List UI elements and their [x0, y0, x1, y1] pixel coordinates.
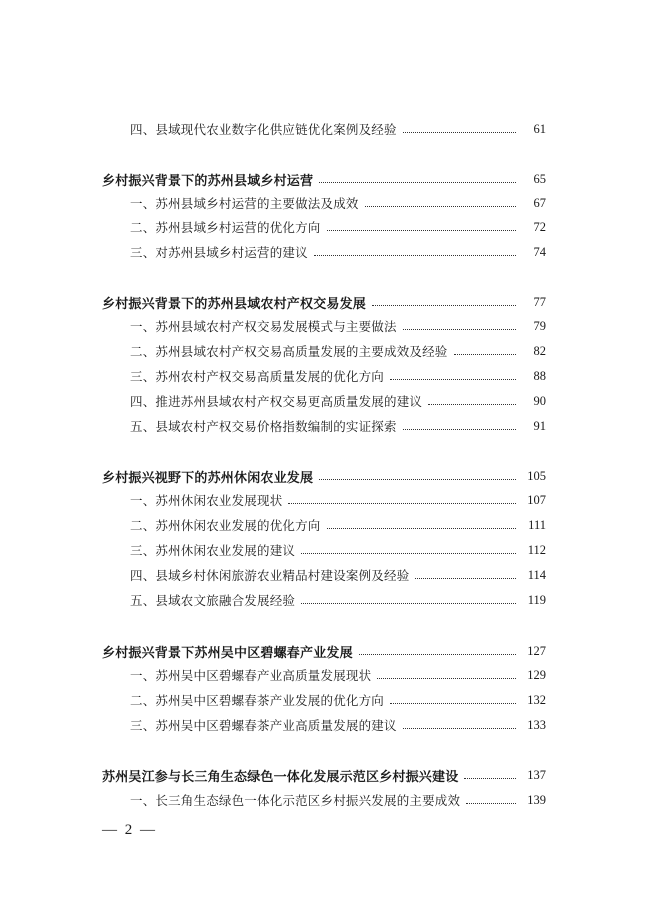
toc-entry-title: 一、苏州县域农村产权交易发展模式与主要做法 [130, 319, 397, 334]
toc-entry-title: 四、县域现代农业数字化供应链优化案例及经验 [130, 122, 397, 137]
toc-section-entry [0, 764, 647, 786]
toc-entry-title: 一、苏州吴中区碧螺春产业高质量发展现状 [130, 668, 372, 683]
toc-dot-leader [327, 229, 516, 231]
toc-entry-page-number: 111 [528, 517, 546, 532]
toc-dot-leader [464, 777, 516, 779]
toc-dot-leader [377, 677, 516, 679]
toc-subsection-entry [0, 216, 647, 238]
toc-section-entry [0, 168, 647, 190]
toc-dot-leader [428, 403, 516, 405]
toc-subsection-entry [0, 539, 647, 561]
toc-dot-leader [301, 552, 516, 554]
toc-entry-page-number: 129 [527, 667, 546, 682]
toc-entry-title: 苏州吴江参与长三角生态绿色一体化发展示范区乡村振兴建设 [102, 769, 459, 785]
toc-entry-title: 五、县域农文旅融合发展经验 [130, 593, 296, 608]
toc-entry-page-number: 90 [533, 393, 546, 408]
toc-entry-page-number: 88 [533, 368, 546, 383]
toc-entry-page-number: 82 [533, 343, 546, 358]
toc-entry-title: 乡村振兴背景下苏州吴中区碧螺春产业发展 [102, 645, 353, 661]
toc-entry-title: 三、苏州农村产权交易高质量发展的优化方向 [130, 369, 385, 384]
page-footer-number: — 2 — [102, 822, 157, 838]
toc-entry-page-number: 132 [527, 692, 546, 707]
toc-subsection-entry [0, 589, 647, 611]
toc-entry-page-number: 127 [527, 643, 546, 658]
toc-section-entry [0, 640, 647, 662]
toc-entry-page-number: 137 [527, 767, 546, 782]
toc-entry-title: 二、苏州县域乡村运营的优化方向 [130, 220, 321, 235]
toc-dot-leader [390, 378, 516, 380]
toc-subsection-entry [0, 315, 647, 337]
toc-dot-leader [403, 727, 516, 729]
toc-entry-title: 三、苏州吴中区碧螺春茶产业高质量发展的建议 [130, 718, 397, 733]
toc-entry-title: 二、苏州县域农村产权交易高质量发展的主要成效及经验 [130, 344, 448, 359]
toc-entry-page-number: 139 [527, 792, 546, 807]
toc-subsection-entry [0, 689, 647, 711]
toc-entry-page-number: 105 [527, 468, 546, 483]
toc-dot-leader [301, 602, 516, 604]
toc-entry-title: 五、县域农村产权交易价格指数编制的实证探索 [130, 419, 397, 434]
toc-subsection-entry [0, 415, 647, 437]
toc-subsection-entry [0, 192, 647, 214]
toc-entry-title: 三、对苏州县域乡村运营的建议 [130, 245, 308, 260]
toc-entry-page-number: 65 [533, 171, 546, 186]
toc-entry-title: 乡村振兴视野下的苏州休闲农业发展 [102, 470, 314, 486]
toc-subsection-entry [0, 340, 647, 362]
toc-entry-title: 二、苏州休闲农业发展的优化方向 [130, 518, 321, 533]
toc-dot-leader [403, 328, 516, 330]
toc-dot-leader [403, 131, 516, 133]
toc-entry-page-number: 72 [533, 219, 546, 234]
toc-entry-page-number: 112 [527, 542, 546, 557]
toc-subsection-entry [0, 789, 647, 811]
toc-entry-page-number: 74 [533, 244, 546, 259]
toc-dot-leader [415, 577, 516, 579]
toc-entry-page-number: 77 [533, 294, 546, 309]
toc-subsection-entry [0, 514, 647, 536]
toc-entry-page-number: 107 [527, 492, 546, 507]
toc-dot-leader [319, 478, 516, 480]
toc-entry-page-number: 119 [527, 592, 546, 607]
toc-entry-title: 四、县域乡村休闲旅游农业精品村建设案例及经验 [130, 568, 410, 583]
toc-entry-page-number: 91 [533, 418, 546, 433]
toc-entry-page-number: 133 [527, 717, 546, 732]
toc-entry-title: 乡村振兴背景下的苏州县域农村产权交易发展 [102, 296, 367, 312]
toc-entry-title: 四、推进苏州县域农村产权交易更高质量发展的建议 [130, 394, 423, 409]
toc-dot-leader [359, 653, 516, 655]
toc-dot-leader [403, 428, 516, 430]
toc-subsection-entry [0, 489, 647, 511]
toc-subsection-entry [0, 390, 647, 412]
toc-entry-page-number: 61 [533, 121, 546, 136]
toc-dot-leader [319, 181, 516, 183]
toc-subsection-entry [0, 564, 647, 586]
toc-subsection-entry [0, 365, 647, 387]
toc-dot-leader [288, 502, 516, 504]
toc-dot-leader [327, 527, 516, 529]
toc-section-entry [0, 465, 647, 487]
toc-entry-title: 乡村振兴背景下的苏州县域乡村运营 [102, 173, 314, 189]
toc-subsection-entry [0, 714, 647, 736]
toc-entry-page-number: 114 [527, 567, 546, 582]
toc-entry-page-number: 79 [533, 318, 546, 333]
toc-entry-page-number: 67 [533, 195, 546, 210]
toc-dot-leader [466, 802, 516, 804]
toc-entry-title: 一、长三角生态绿色一体化示范区乡村振兴发展的主要成效 [130, 793, 461, 808]
toc-dot-leader [365, 205, 516, 207]
toc-dot-leader [372, 304, 516, 306]
toc-entry-title: 三、苏州休闲农业发展的建议 [130, 543, 296, 558]
toc-subsection-entry [0, 664, 647, 686]
toc-dot-leader [454, 353, 516, 355]
toc-subsection-entry [0, 118, 647, 140]
toc-section-entry [0, 291, 647, 313]
toc-entry-title: 一、苏州休闲农业发展现状 [130, 493, 283, 508]
toc-subsection-entry [0, 241, 647, 263]
toc-entry-title: 一、苏州县域乡村运营的主要做法及成效 [130, 196, 359, 211]
toc-entry-title: 二、苏州吴中区碧螺春茶产业发展的优化方向 [130, 693, 385, 708]
toc-dot-leader [314, 254, 516, 256]
toc-dot-leader [390, 702, 516, 704]
